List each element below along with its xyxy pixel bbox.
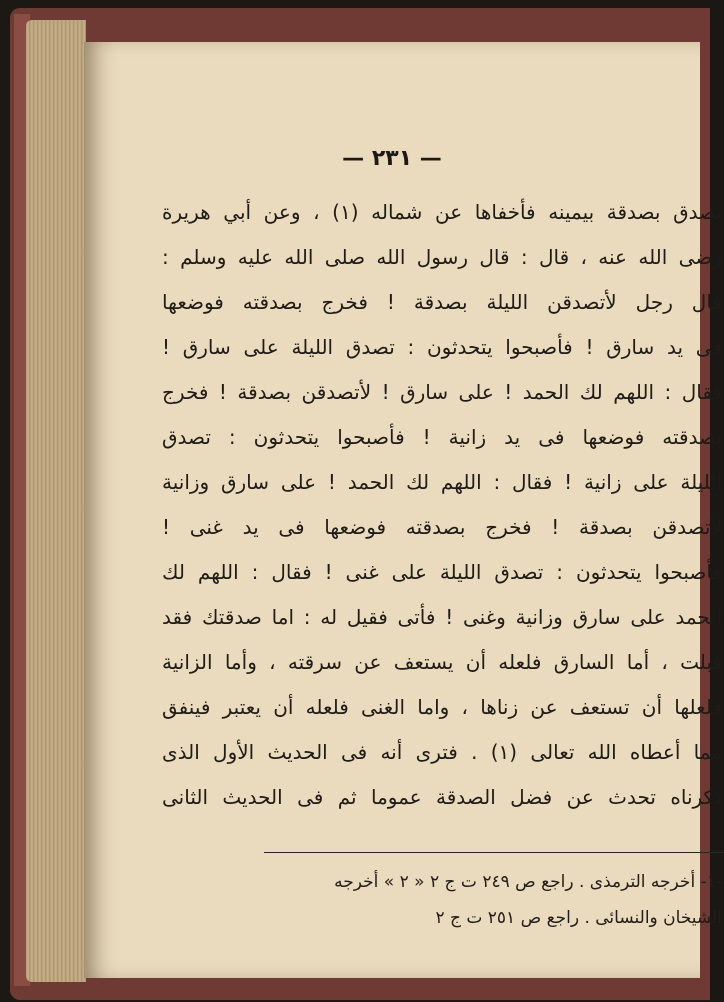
text-line: قبلت ، أما السارق فلعله أن يستعف عن سرقته ، وأما الزانية — [162, 650, 722, 674]
text-line: فى يد سارق ! فأصبحوا يتحدثون : تصدق الليلة على سارق ! — [162, 335, 722, 359]
footnotes — [162, 864, 722, 936]
page-number: — ٢٣١ — — [342, 146, 442, 171]
text-line: فأصبحوا يتحدثون : تصدق الليلة على غنى ! فقال : اللهم لك — [162, 560, 722, 584]
body-text — [162, 190, 722, 820]
footnote-line: الشيخان والنسائى . راجع ص ٢٥١ ت ج ٢ — [435, 908, 722, 928]
text-line: فلعلها أن تستعف عن زناها ، واما الغنى فلعله أن يعتبر فينفق — [162, 695, 722, 719]
text-line: تصدق بصدقة بيمينه فأخفاها عن شماله (١) ، وعن أبي هريرة — [162, 200, 722, 224]
footnote-line: -١- أخرجه الترمذى . راجع ص ٢٤٩ ت ج ٢ « ٢ » أخرجه — [334, 872, 722, 892]
text-line: مما أعطاه الله تعالى (١) . فترى أنه فى الحديث الأول الذى — [162, 740, 723, 764]
text-line: لأتصدقن بصدقة ! فخرج بصدقته فوضعها فى يد غنى ! — [162, 515, 722, 539]
text-line: الليلة على زانية ! فقال : اللهم لك الحمد ! على سارق وزانية — [162, 470, 722, 494]
text-line: الحمد على سارق وزانية وغنى ! فأتى فقيل له : اما صدقتك فقد — [162, 605, 722, 629]
text-line: فقال : اللهم لك الحمد ! على سارق ! لأتصدقن بصدقة ! فخرج — [162, 380, 722, 404]
text-line: رضى الله عنه ، قال : قال رسول الله صلى الله عليه وسلم : — [162, 245, 722, 269]
page-edges — [26, 20, 86, 982]
text-line: ذكرناه تحدث عن فضل الصدقة عموما ثم فى الحديث الثانى — [162, 785, 722, 809]
footnote-divider — [264, 852, 724, 853]
text-line: قال رجل لأتصدقن الليلة بصدقة ! فخرج بصدقته فوضعها — [162, 290, 722, 314]
text-line: بصدقته فوضعها فى يد زانية ! فأصبحوا يتحدثون : تصدق — [162, 425, 722, 449]
book-page — [84, 42, 723, 978]
